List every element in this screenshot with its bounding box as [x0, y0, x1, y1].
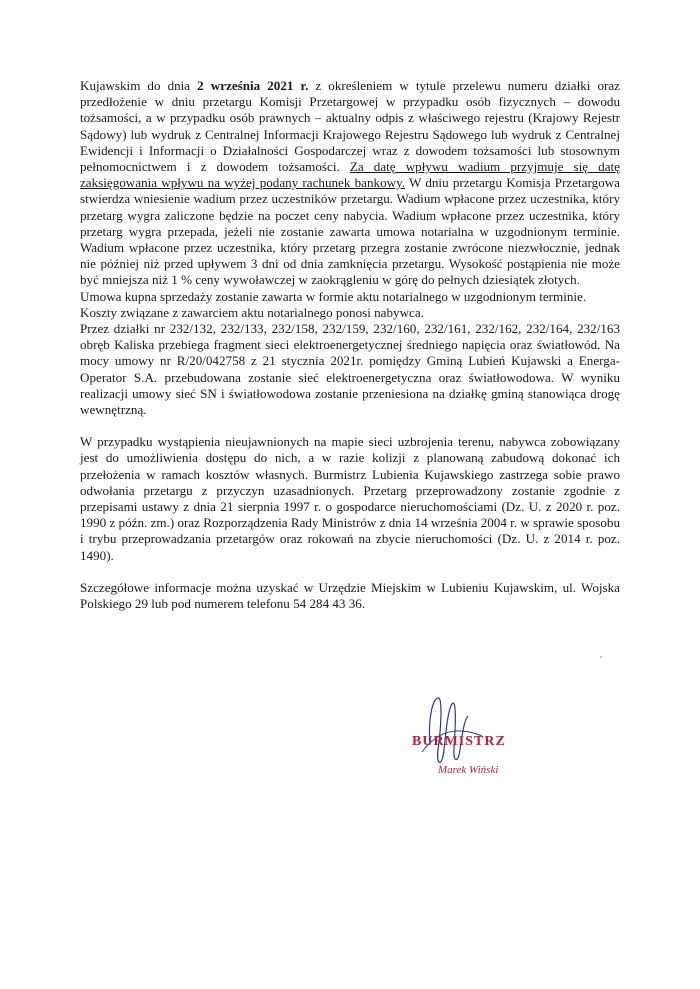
paragraph-costs: Koszty związane z zawarciem aktu notarialnego ponosi nabywca.	[80, 304, 424, 320]
paragraph-contact: Szczegółowe informacje można uzyskać w Urzędzie Miejskim w Lubieniu Kujawskim, ul. Wojska Polskiego 29 lub pod numerem telefonu 54 284 43 36.	[80, 579, 620, 612]
stamp-title: BURMISTRZ	[412, 734, 506, 749]
stamp-name: Marek Wiński	[438, 764, 499, 776]
deadline-date: 2 września 2021 r.	[197, 78, 309, 93]
text: W dniu przetargu Komisja Przetargowa stwierdza wniesienie wadium przez uczestników przetargu. Wadium wpłacone przez uczestnika, który przetarg wygra zaliczone będzie na poczet ceny nabycia. Wadium wpłacone przez uczestnika, który przetarg wygra przepada, jeżeli nie zostanie zawarta umowa notarialna w uzgodnionym terminie. Wadium wpłacone przez uczestnika, który przetarg przegra zostanie zwrócone niezwłocznie, jednak nie później niż przed upływem 3 dni od dnia zamknięcia przetargu. Wysokość postąpienia nie może być mniejsza niż 1 % ceny wywoławczej w zaokrągleniu w górę do pełnych dziesiątek złotych.	[80, 175, 620, 288]
paragraph-contract: Umowa kupna sprzedaży zostanie zawarta w formie aktu notarialnego w uzgodnionym terminie.	[80, 288, 587, 304]
underlined-text: Za datę wpływu wadium przyjmuje się datę zaksięgowania wpływu na wyżej podany rachunek bankowy.	[80, 159, 620, 191]
signature-stamp	[408, 690, 568, 780]
paragraph-network: Przez działki nr 232/132, 232/133, 232/158, 232/159, 232/160, 232/161, 232/162, 232/164, 232/163 obręb Kaliska przebiega fragment sieci elektroenergetycznej średniego napięcia oraz światłowód. Na mocy umowy nr R/20/042758 z 21 stycznia 2021r. pomiędzy Gminą Lubień Kujawski a Energa-Operator S.A. przebudowana zostanie sieć elektroenergetyczna oraz światłowodowa. W wyniku realizacji umowy sieć SN i światłowodowa zostanie przeniesiona na działkę gminą stanowiąca drogę wewnętrzną.	[80, 321, 620, 418]
document-body	[80, 78, 620, 612]
paragraph-utilities: W przypadku wystąpienia nieujawnionych na mapie sieci uzbrojenia terenu, nabywca zobowiązany jest do umożliwienia dostępu do nich, a w razie kolizji z planowaną zabudową dokonać ich przełożenia w ramach kosztów własnych. Burmistrz Lubienia Kujawskiego zastrzega sobie prawo odwołania przetargu z przyczyn uzasadnionych. Przetarg przeprowadzony zostanie zgodnie z przepisami ustawy z dnia 21 sierpnia 1997 r. o gospodarce nieruchomościami (Dz. U. z 2020 r. poz. 1990 z późn. zm.) oraz Rozporządzenia Rady Ministrów z dnia 14 września 2004 r. w sprawie sposobu i trybu przeprowadzania przetargów oraz rokowań na zbycie nieruchomości (Dz. U. z 2014 r. poz. 1490).	[80, 434, 620, 563]
text: z określeniem w tytule przelewu numeru działki oraz przedłożenie w dniu przetargu Komisji Przetargowej w przypadku osób fizycznych – dowodu tożsamości, a w przypadku osób prawnych – aktualny odpis z właściwego rejestru (Krajowy Rejestr Sądowy) lub wydruk z Centralnej Informacji Krajowego Rejestru Sądowego lub wydruk z Centralnej Ewidencji i Informacji o Działalności Gospodarczej wraz z dowodem tożsamości lub stosownym pełnomocnictwem i z dowodem tożsamości.	[80, 78, 620, 175]
scan-speck	[600, 656, 602, 658]
text: Kujawskim do dnia	[80, 78, 198, 93]
paragraph-wadium	[80, 78, 620, 289]
